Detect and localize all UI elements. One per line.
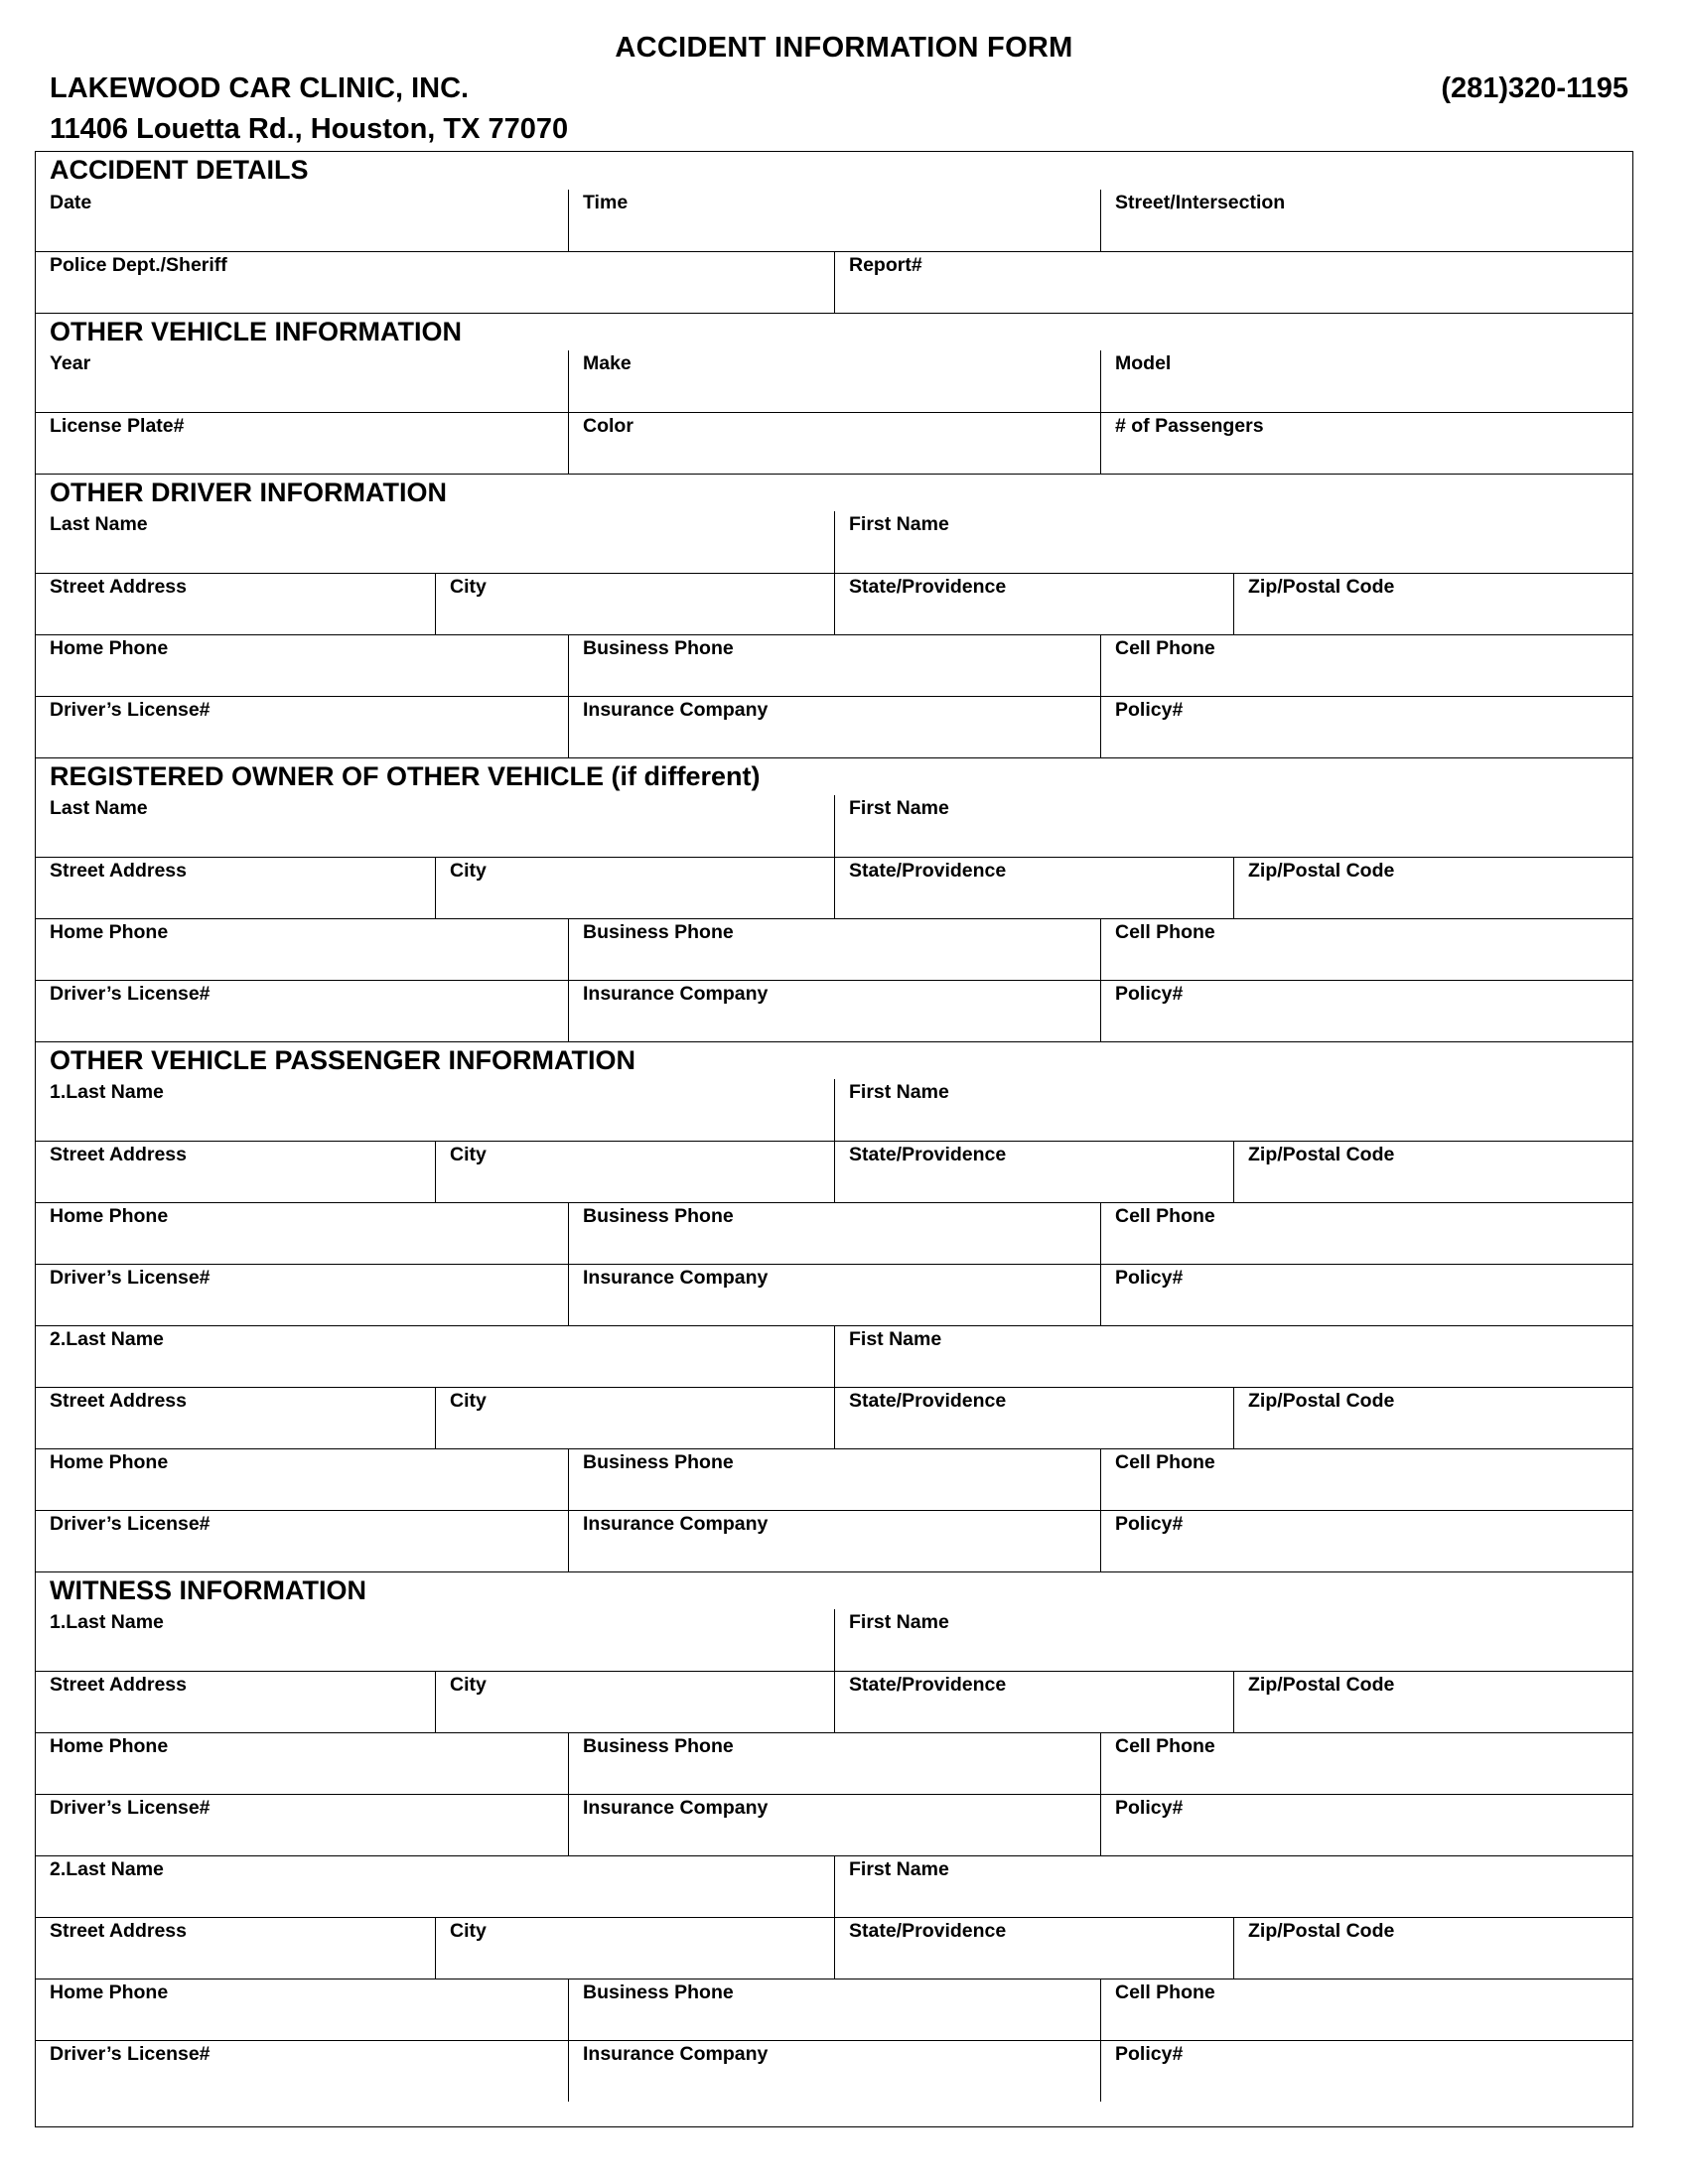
form-row: [36, 511, 1632, 573]
field-report[interactable]: Report#: [834, 252, 1632, 313]
field-time[interactable]: Time: [568, 190, 1100, 251]
form-row: [36, 412, 1632, 474]
form-row: [36, 573, 1632, 634]
field-zip-postal-code[interactable]: Zip/Postal Code: [1233, 574, 1632, 634]
field-driver-s-license[interactable]: Driver’s License#: [50, 699, 211, 721]
field-city[interactable]: City: [435, 1672, 834, 1732]
field-driver-s-license[interactable]: Driver’s License#: [50, 2043, 211, 2065]
field-insurance-company[interactable]: Insurance Company: [568, 1795, 1100, 1855]
field-1-last-name[interactable]: 1.Last Name: [50, 1081, 164, 1103]
form-title: ACCIDENT INFORMATION FORM: [615, 32, 1073, 64]
field-state-providence[interactable]: State/Providence: [834, 1672, 1233, 1732]
field-fist-name[interactable]: Fist Name: [834, 1326, 1632, 1387]
form-row: [36, 1732, 1632, 1794]
form-row: [36, 190, 1632, 251]
field-2-last-name[interactable]: 2.Last Name: [50, 1328, 164, 1350]
field-street-address[interactable]: Street Address: [50, 1144, 187, 1165]
form-row: [36, 980, 1632, 1041]
field-police-dept-sheriff[interactable]: Police Dept./Sheriff: [50, 254, 227, 276]
field-state-providence[interactable]: State/Providence: [834, 574, 1233, 634]
form-row: [36, 251, 1632, 313]
field-home-phone[interactable]: Home Phone: [50, 1981, 169, 2003]
form-row: [36, 1979, 1632, 2040]
field-driver-s-license[interactable]: Driver’s License#: [50, 1797, 211, 1819]
form-row: [36, 795, 1632, 857]
field-state-providence[interactable]: State/Providence: [834, 1142, 1233, 1202]
form-row: [36, 1855, 1632, 1917]
field-driver-s-license[interactable]: Driver’s License#: [50, 1513, 211, 1535]
section-title-witness-information: WITNESS INFORMATION: [36, 1571, 1632, 1609]
field-insurance-company[interactable]: Insurance Company: [568, 697, 1100, 757]
form-row: [36, 696, 1632, 757]
field-insurance-company[interactable]: Insurance Company: [568, 2041, 1100, 2102]
field-state-providence[interactable]: State/Providence: [834, 1918, 1233, 1979]
field-street-address[interactable]: Street Address: [50, 1920, 187, 1942]
field-zip-postal-code[interactable]: Zip/Postal Code: [1233, 858, 1632, 918]
company-phone: (281)320-1195: [1441, 72, 1628, 104]
field-zip-postal-code[interactable]: Zip/Postal Code: [1233, 1142, 1632, 1202]
field-business-phone[interactable]: Business Phone: [568, 1203, 1100, 1264]
form-row: [36, 350, 1632, 412]
form-row: [36, 918, 1632, 980]
section-title-other-driver-information: OTHER DRIVER INFORMATION: [36, 474, 1632, 511]
field-business-phone[interactable]: Business Phone: [568, 1449, 1100, 1510]
form-row: [36, 1671, 1632, 1732]
form-row: [36, 1794, 1632, 1855]
form-row: [36, 1609, 1632, 1671]
field-home-phone[interactable]: Home Phone: [50, 1735, 169, 1757]
section-title-other-vehicle-passenger-information: OTHER VEHICLE PASSENGER INFORMATION: [36, 1041, 1632, 1079]
field-city[interactable]: City: [435, 1142, 834, 1202]
form-row: [36, 1387, 1632, 1448]
field-first-name[interactable]: First Name: [834, 795, 1632, 857]
field-cell-phone[interactable]: Cell Phone: [1100, 1979, 1632, 2040]
field-first-name[interactable]: First Name: [834, 1609, 1632, 1671]
field-year[interactable]: Year: [50, 352, 91, 374]
section-title-accident-details: ACCIDENT DETAILS: [50, 155, 309, 185]
company-name: LAKEWOOD CAR CLINIC, INC.: [50, 72, 470, 104]
form-row: [36, 1917, 1632, 1979]
field-street-address[interactable]: Street Address: [50, 1674, 187, 1696]
field-zip-postal-code[interactable]: Zip/Postal Code: [1233, 1672, 1632, 1732]
form-row: [36, 2040, 1632, 2102]
field-street-address[interactable]: Street Address: [50, 576, 187, 598]
field-1-last-name[interactable]: 1.Last Name: [50, 1611, 164, 1633]
field-cell-phone[interactable]: Cell Phone: [1100, 635, 1632, 696]
form-row: [36, 1202, 1632, 1264]
field-home-phone[interactable]: Home Phone: [50, 1205, 169, 1227]
field-policy[interactable]: Policy#: [1100, 2041, 1632, 2102]
field-2-last-name[interactable]: 2.Last Name: [50, 1858, 164, 1880]
field-policy[interactable]: Policy#: [1100, 1265, 1632, 1325]
form-row: [36, 1141, 1632, 1202]
field-city[interactable]: City: [435, 1918, 834, 1979]
field-model[interactable]: Model: [1100, 350, 1632, 412]
field-home-phone[interactable]: Home Phone: [50, 1451, 169, 1473]
field-street-address[interactable]: Street Address: [50, 1390, 187, 1412]
field-insurance-company[interactable]: Insurance Company: [568, 1511, 1100, 1571]
field-cell-phone[interactable]: Cell Phone: [1100, 1203, 1632, 1264]
field-home-phone[interactable]: Home Phone: [50, 637, 169, 659]
field-home-phone[interactable]: Home Phone: [50, 921, 169, 943]
field-policy[interactable]: Policy#: [1100, 1511, 1632, 1571]
field-business-phone[interactable]: Business Phone: [568, 1733, 1100, 1794]
field-cell-phone[interactable]: Cell Phone: [1100, 919, 1632, 980]
form-row: [36, 1325, 1632, 1387]
field-city[interactable]: City: [435, 574, 834, 634]
field-driver-s-license[interactable]: Driver’s License#: [50, 1267, 211, 1289]
field-state-providence[interactable]: State/Providence: [834, 858, 1233, 918]
field-license-plate[interactable]: License Plate#: [50, 415, 185, 437]
field-city[interactable]: City: [435, 858, 834, 918]
form-row: [36, 857, 1632, 918]
field-first-name[interactable]: First Name: [834, 1079, 1632, 1141]
field-make[interactable]: Make: [568, 350, 1100, 412]
form-row: [36, 634, 1632, 696]
field-street-intersection[interactable]: Street/Intersection: [1100, 190, 1632, 251]
field-of-passengers[interactable]: # of Passengers: [1100, 413, 1632, 474]
form-row: [36, 1448, 1632, 1510]
company-address: 11406 Louetta Rd., Houston, TX 77070: [50, 113, 569, 145]
field-street-address[interactable]: Street Address: [50, 860, 187, 882]
field-last-name[interactable]: Last Name: [50, 513, 148, 535]
accident-form-table: [35, 151, 1633, 2127]
field-policy[interactable]: Policy#: [1100, 981, 1632, 1041]
field-business-phone[interactable]: Business Phone: [568, 919, 1100, 980]
field-first-name[interactable]: First Name: [834, 1856, 1632, 1917]
field-first-name[interactable]: First Name: [834, 511, 1632, 573]
field-policy[interactable]: Policy#: [1100, 697, 1632, 757]
field-date[interactable]: Date: [50, 192, 92, 213]
field-zip-postal-code[interactable]: Zip/Postal Code: [1233, 1918, 1632, 1979]
form-row: [36, 1510, 1632, 1571]
field-driver-s-license[interactable]: Driver’s License#: [50, 983, 211, 1005]
field-state-providence[interactable]: State/Providence: [834, 1388, 1233, 1448]
field-city[interactable]: City: [435, 1388, 834, 1448]
field-policy[interactable]: Policy#: [1100, 1795, 1632, 1855]
section-title-other-vehicle-information: OTHER VEHICLE INFORMATION: [36, 313, 1632, 350]
field-last-name[interactable]: Last Name: [50, 797, 148, 819]
field-cell-phone[interactable]: Cell Phone: [1100, 1449, 1632, 1510]
field-business-phone[interactable]: Business Phone: [568, 1979, 1100, 2040]
field-color[interactable]: Color: [568, 413, 1100, 474]
field-insurance-company[interactable]: Insurance Company: [568, 1265, 1100, 1325]
section-title-registered-owner-of-other-vehicle-if-different: REGISTERED OWNER OF OTHER VEHICLE (if different): [36, 757, 1632, 795]
field-business-phone[interactable]: Business Phone: [568, 635, 1100, 696]
form-row: [36, 1079, 1632, 1141]
field-insurance-company[interactable]: Insurance Company: [568, 981, 1100, 1041]
form-row: [36, 1264, 1632, 1325]
field-cell-phone[interactable]: Cell Phone: [1100, 1733, 1632, 1794]
field-zip-postal-code[interactable]: Zip/Postal Code: [1233, 1388, 1632, 1448]
